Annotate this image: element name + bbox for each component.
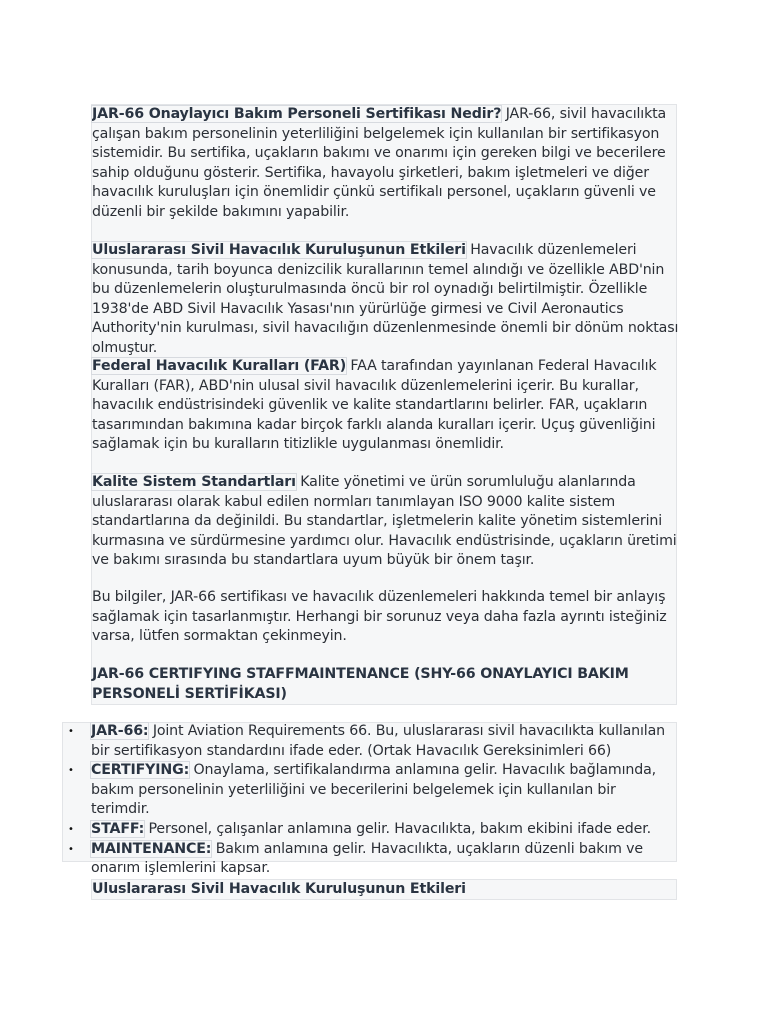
glossary-list xyxy=(62,722,677,879)
glossary-term: JAR-66: xyxy=(91,723,149,739)
section-heading: JAR-66 Onaylayıcı Bakım Personeli Sertifikası Nedir? xyxy=(92,106,502,122)
bullet-icon: • xyxy=(68,726,74,737)
section-body: Havacılık düzenlemeleri konusunda, tarih boyunca denizcilik kurallarının temel alındığı ve özellikle ABD'nin bu düzenlemelerin oluşturulmasında öncü bir rol oynadığı belirtilmiştir. Özellikle 1938'de ABD Sivil Havacılık Yasası'nın yürürlüğe girmesi ve Civil Aeronautics Authority'nin kurulması, sivil havacılığın düzenlenmesinde önemli bir dönüm noktası olmuştur. xyxy=(92,242,679,356)
certification-title: JAR-66 CERTIFYING STAFFMAINTENANCE (SHY-66 ONAYLAYICI BAKIM PERSONELİ SERTİFİKASI) xyxy=(92,666,629,702)
section-body: JAR-66, sivil havacılıkta çalışan bakım personelinin yeterliliğini belgelemek için kullanılan bir sertifikasyon sistemidir. Bu sertifika, uçakların bakımı ve onarımı için gereken bilgi ve becerilere sahip olduğunu gösterir. Sertifika, havayolu şirketleri, bakım işletmeleri ve diğer havacılık kuruluşları için önemlidir çünkü sertifikalı personel, uçakların güvenli ve düzenli bir şekilde bakımını yapabilir. xyxy=(92,106,667,220)
section-heading: Kalite Sistem Standartları xyxy=(92,474,296,490)
section-heading: Federal Havacılık Kuralları (FAR) xyxy=(92,358,347,374)
closing-paragraph: Bu bilgiler, JAR-66 sertifikası ve havacılık düzenlemeleri hakkında temel bir anlayış sağlamak için tasarlanmıştır. Herhangi bir sorunuz veya daha fazla ayrıntı isteğiniz varsa, lütfen sormaktan çekinmeyin. xyxy=(92,589,667,645)
list-item xyxy=(62,722,677,761)
glossary-term: MAINTENANCE: xyxy=(91,840,212,857)
glossary-definition: Personel, çalışanlar anlamına gelir. Havacılıkta, bakım ekibini ifade eder. xyxy=(148,820,651,837)
glossary-definition: Bakım anlamına gelir. Havacılıkta, uçakların düzenli bakım ve onarım işlemlerini kapsar. xyxy=(91,840,643,877)
list-item xyxy=(62,820,677,840)
list-item xyxy=(62,840,677,879)
section-body: FAA tarafından yayınlanan Federal Havacılık Kuralları (FAR), ABD'nin ulusal sivil havacılık düzenlemelerini içerir. Bu kurallar, havacılık endüstrisindeki güvenlik ve kalite standartlarını belirler. FAR, uçakların tasarımından bakımına kadar birçok farklı alanda kuralları içerir. Uçuş güvenliğini sağlamak için bu kuralların titizlikle uygulanması önemlidir. xyxy=(92,358,657,453)
section-heading: Uluslararası Sivil Havacılık Kuruluşunun Etkileri xyxy=(92,242,466,258)
section-icao xyxy=(92,241,680,359)
glossary-term: CERTIFYING: xyxy=(91,762,190,779)
section-jar66 xyxy=(92,105,680,223)
section-quality xyxy=(92,473,680,571)
list-item xyxy=(62,761,677,820)
footer-heading: Uluslararası Sivil Havacılık Kuruluşunun Etkileri xyxy=(92,881,466,897)
bullet-icon: • xyxy=(68,765,74,777)
section-body: Kalite yönetimi ve ürün sorumluluğu alanlarında uluslararası olarak kabul edilen normları tanımlayan ISO 9000 kalite sistem standartlarına da değinildi. Bu standartlar, işletmelerin kalite yönetim sistemlerini kurmasına ve sürdürmesine yardımcı olur. Havacılık endüstrisinde, uçakların üretimi ve bakımı sırasında bu standartlara uyum büyük bir önem taşır. xyxy=(92,474,677,569)
bullet-icon: • xyxy=(68,823,74,835)
section-far xyxy=(92,357,680,455)
glossary-term: STAFF: xyxy=(91,820,145,837)
bullet-icon: • xyxy=(68,843,74,855)
glossary-definition: Onaylama, sertifikalandırma anlamına gelir. Havacılık bağlamında, bakım personelinin yeterliliğini ve becerilerini belgelemek için kullanılan bir terimdir. xyxy=(91,762,656,818)
glossary-definition: Joint Aviation Requirements 66. Bu, uluslararası sivil havacılıkta kullanılan bir sertifikasyon standardını ifade eder. (Ortak Havacılık Gereksinimleri 66) xyxy=(91,723,665,759)
